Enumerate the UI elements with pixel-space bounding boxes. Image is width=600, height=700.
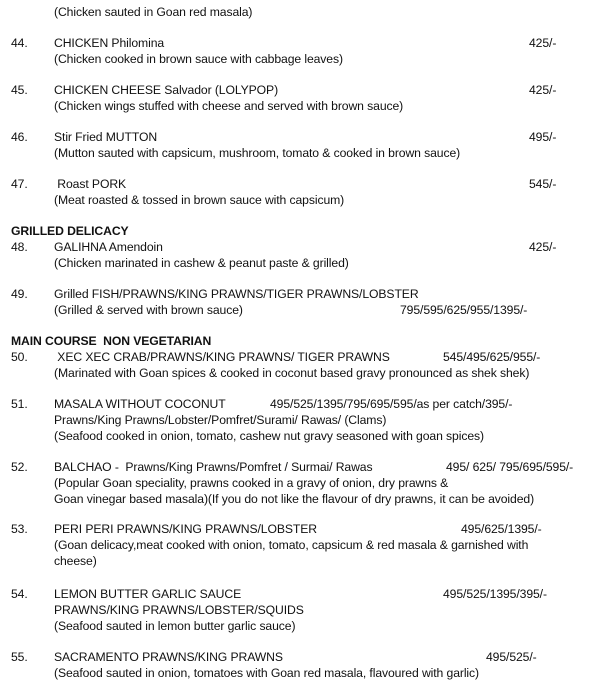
item-43-description-continuation: (Chicken sauted in Goan red masala) <box>54 5 253 19</box>
item-price: 545/495/625/955/- <box>443 350 541 364</box>
item-description: (Mutton sauted with capsicum, mushroom, tomato & cooked in brown sauce) <box>54 146 461 160</box>
item-description: cheese) <box>54 554 97 568</box>
section-heading-grilled-delicacy: GRILLED DELICACY <box>11 224 129 238</box>
item-price: 425/- <box>529 240 557 254</box>
item-name: MASALA WITHOUT COCONUT <box>54 397 226 411</box>
item-number: 53. <box>11 522 28 536</box>
item-description: (Chicken marinated in cashew & peanut paste & grilled) <box>54 256 349 270</box>
item-description: (Marinated with Goan spices & cooked in coconut based gravy pronounced as shek shek) <box>54 366 530 380</box>
item-price: 495/625/1395/- <box>461 522 542 536</box>
item-description: Goan vinegar based masala)(If you do not like the flavour of dry prawns, it can be avoided) <box>54 492 535 506</box>
item-description: (Goan delicacy,meat cooked with onion, tomato, capsicum & red masala & garnished with <box>54 538 529 552</box>
item-number: 45. <box>11 83 28 97</box>
item-price: 495/525/1395/395/- <box>443 587 547 601</box>
item-description: (Grilled & served with brown sauce) <box>54 303 243 317</box>
item-number: 47. <box>11 177 28 191</box>
item-number: 52. <box>11 460 28 474</box>
item-price: 495/- <box>529 130 557 144</box>
item-description: (Seafood sauted in onion, tomatoes with Goan red masala, flavoured with garlic) <box>54 666 479 680</box>
item-description: (Seafood sauted in lemon butter garlic sauce) <box>54 619 296 633</box>
item-name: Stir Fried MUTTON <box>54 130 158 144</box>
item-price: 495/525/- <box>486 650 537 664</box>
item-description: (Chicken cooked in brown sauce with cabbage leaves) <box>54 52 343 66</box>
item-name: Grilled FISH/PRAWNS/KING PRAWNS/TIGER PRAWNS/LOBSTER <box>54 287 419 301</box>
section-heading-main-course-non-veg: MAIN COURSE NON VEGETARIAN <box>11 334 212 348</box>
item-description: (Chicken wings stuffed with cheese and served with brown sauce) <box>54 99 404 113</box>
item-name: CHICKEN Philomina <box>54 36 165 50</box>
item-number: 54. <box>11 587 28 601</box>
item-number: 46. <box>11 130 28 144</box>
item-name: XEC XEC CRAB/PRAWNS/KING PRAWNS/ TIGER PRAWNS <box>54 350 390 364</box>
item-number: 55. <box>11 650 28 664</box>
item-name: CHICKEN CHEESE Salvador (LOLYPOP) <box>54 83 279 97</box>
item-price: 795/595/625/955/1395/- <box>400 303 528 317</box>
item-description: (Seafood cooked in onion, tomato, cashew nut gravy seasoned with goan spices) <box>54 429 484 443</box>
item-number: 49. <box>11 287 28 301</box>
item-price: 425/- <box>529 36 557 50</box>
item-price: 545/- <box>529 177 557 191</box>
item-description: (Popular Goan speciality, prawns cooked in a gravy of onion, dry prawns & <box>54 476 449 490</box>
item-description: PRAWNS/KING PRAWNS/LOBSTER/SQUIDS <box>54 603 304 617</box>
item-name: Roast PORK <box>54 177 127 191</box>
item-name: PERI PERI PRAWNS/KING PRAWNS/LOBSTER <box>54 522 317 536</box>
item-price: 495/525/1395/795/695/595/as per catch/395/- <box>270 397 513 411</box>
item-number: 48. <box>11 240 28 254</box>
item-price: 425/- <box>529 83 557 97</box>
item-price: 495/ 625/ 795/695/595/- <box>446 460 574 474</box>
item-name: BALCHAO - Prawns/King Prawns/Pomfret / Surmai/ Rawas <box>54 460 373 474</box>
item-name: LEMON BUTTER GARLIC SAUCE <box>54 587 242 601</box>
item-name: GALIHNA Amendoin <box>54 240 163 254</box>
item-description: (Meat roasted & tossed in brown sauce with capsicum) <box>54 193 345 207</box>
item-name: SACRAMENTO PRAWNS/KING PRAWNS <box>54 650 283 664</box>
item-number: 51. <box>11 397 28 411</box>
item-number: 44. <box>11 36 28 50</box>
item-number: 50. <box>11 350 28 364</box>
item-description: Prawns/King Prawns/Lobster/Pomfret/Surami/ Rawas/ (Clams) <box>54 413 387 427</box>
